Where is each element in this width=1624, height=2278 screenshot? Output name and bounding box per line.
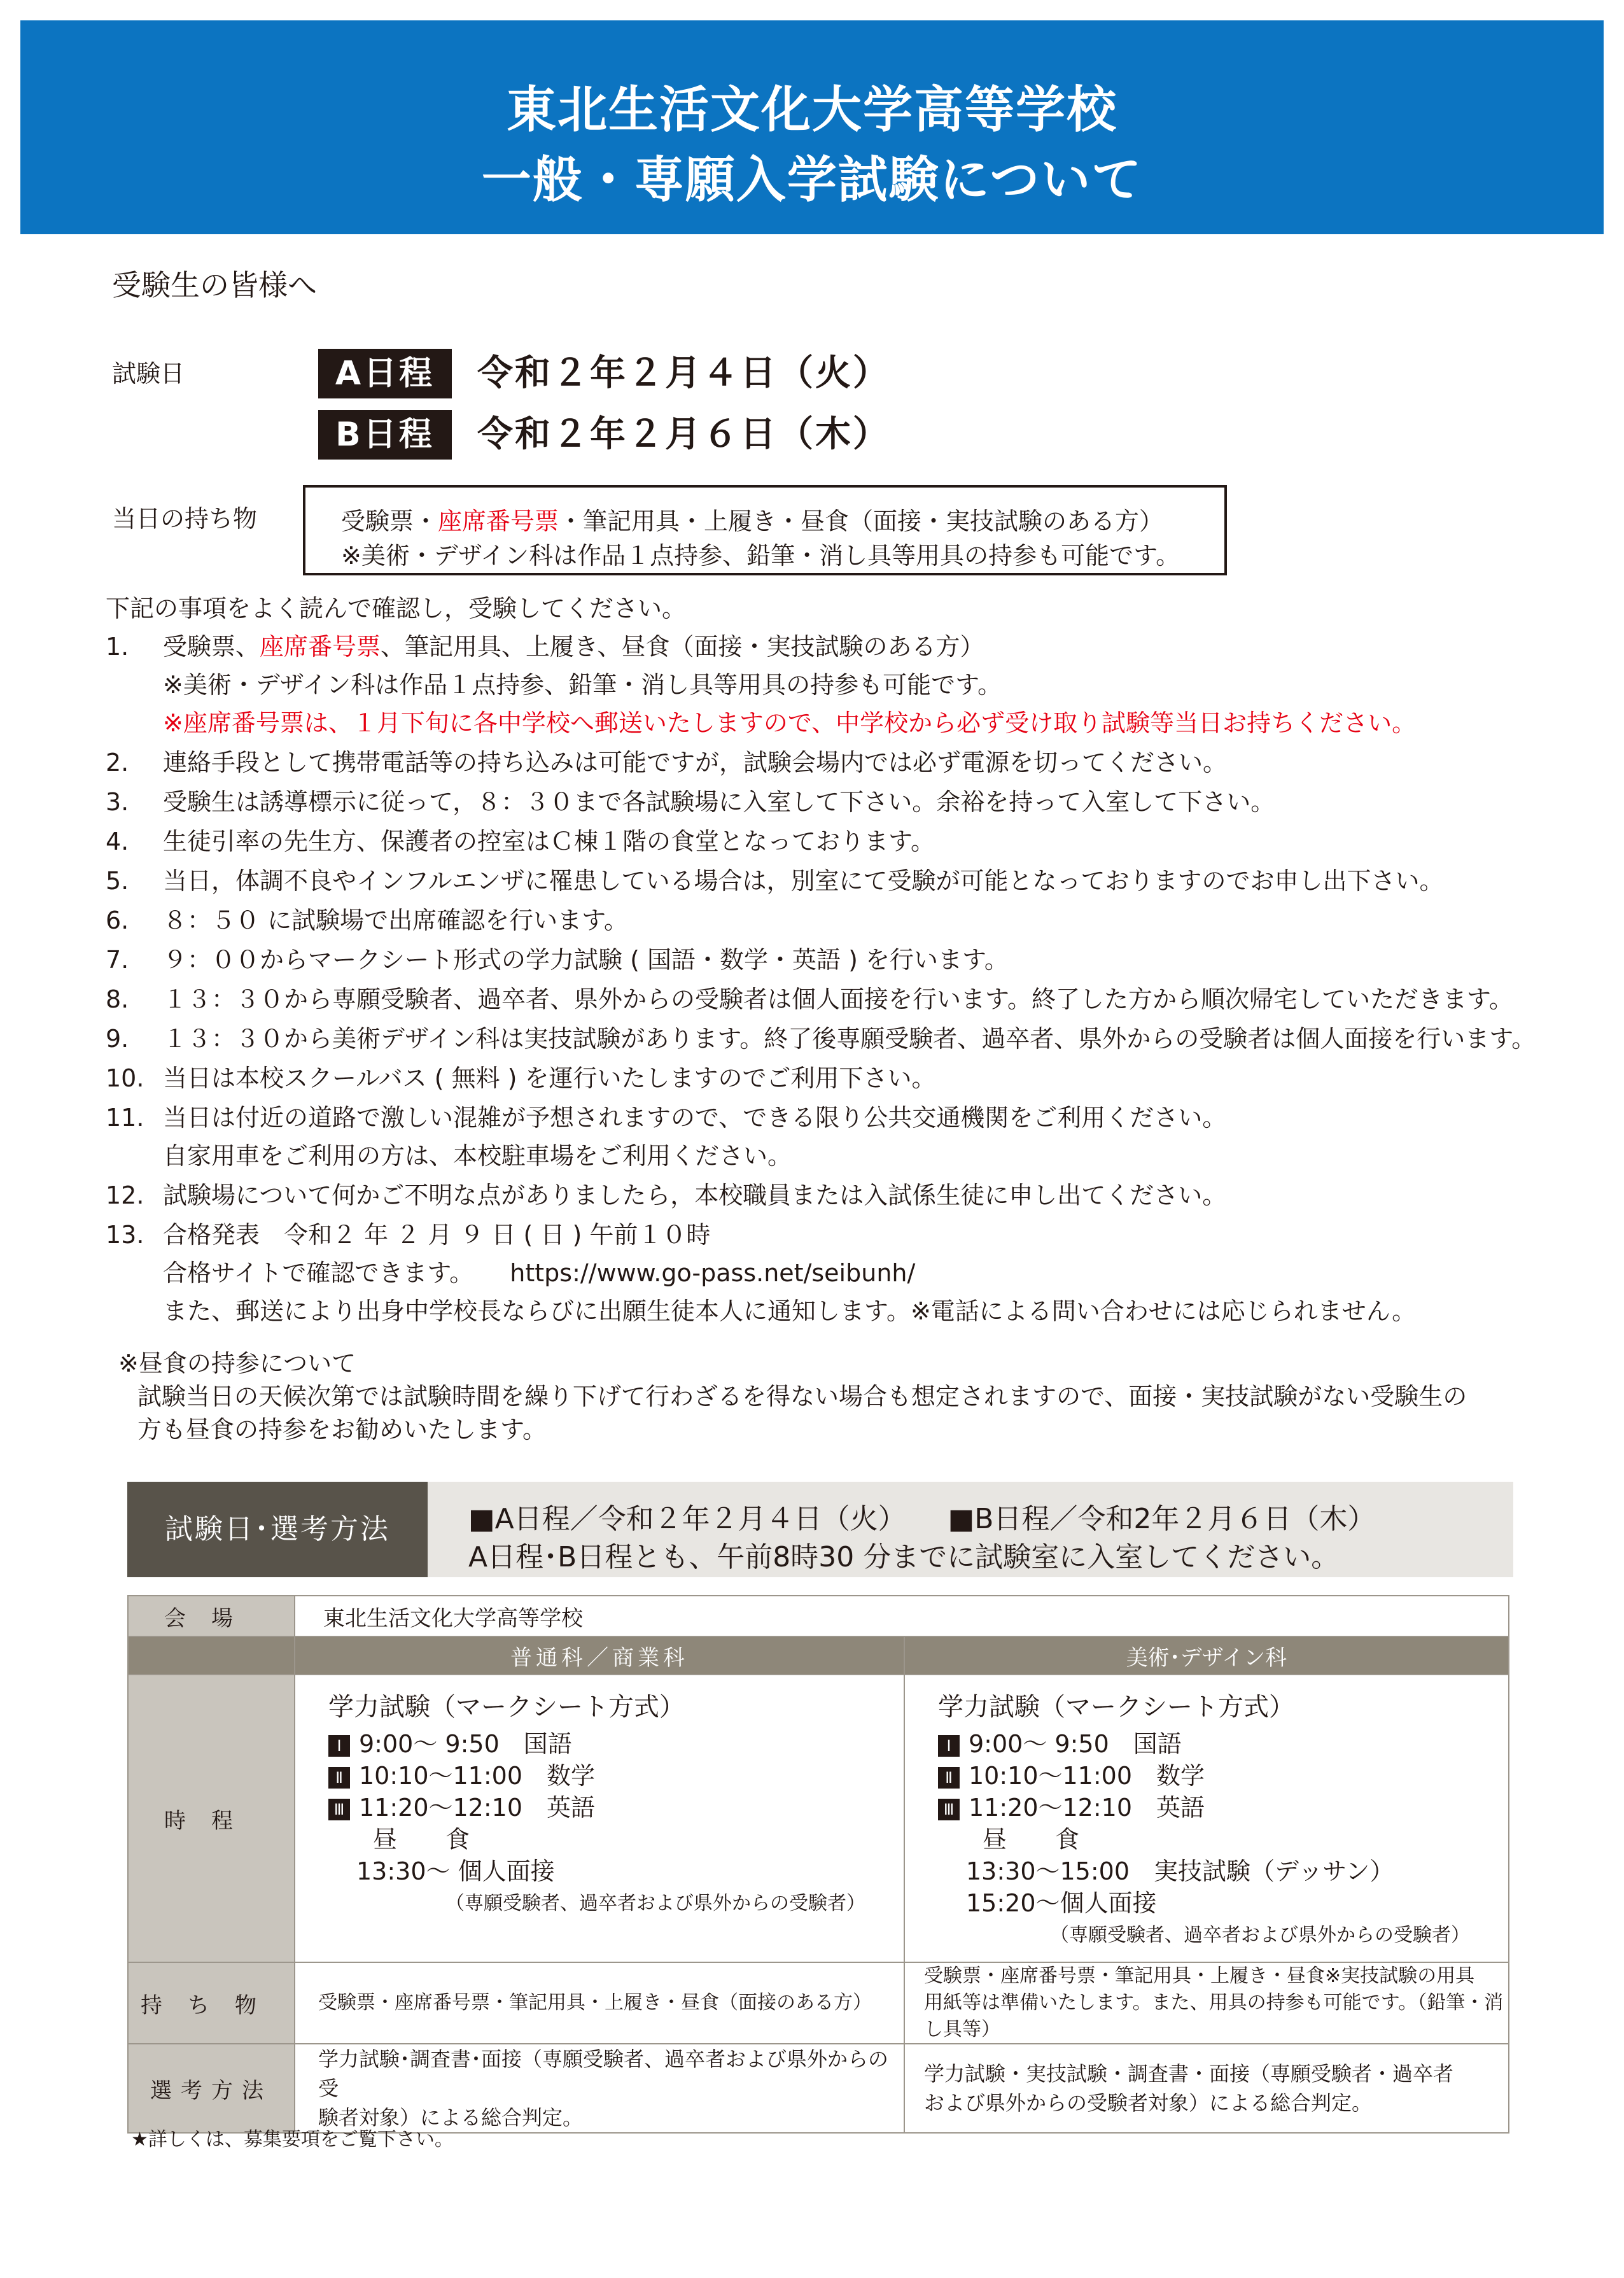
roman-icon: Ⅰ: [938, 1735, 960, 1757]
schedule-text: 10:10～11:00 数学: [359, 1762, 596, 1790]
method-label: 選考方法: [128, 2044, 295, 2133]
footnote: ★詳しくは、募集要項をご覧下さい。: [131, 2128, 454, 2151]
schedule-text: 9:00～ 9:50 国語: [969, 1730, 1182, 1758]
schedule-text: 11:20～12:10 英語: [359, 1794, 596, 1822]
roman-icon: Ⅱ: [328, 1767, 350, 1789]
item-text: 、筆記用具、上履き、昼食（面接・実技試験のある方）: [381, 633, 984, 661]
list-item: １３：３０から専願受験者、過卒者、県外からの受験者は個人面接を行います。終了した方から順次帰宅していただきます。: [163, 985, 1513, 1013]
schedule-b-tag: B日程: [318, 410, 452, 460]
list-item: 合格発表 令和２ 年 ２ 月 ９ 日 ( 日 ) 午前１０時: [163, 1221, 711, 1249]
exam-table: [127, 1595, 1509, 2134]
schedule-row: [938, 1792, 1489, 1824]
item-number: 3.: [106, 788, 129, 816]
item-number: 9.: [106, 1025, 129, 1053]
roman-icon: Ⅰ: [328, 1735, 350, 1757]
schedule-text: 10:10～11:00 数学: [969, 1762, 1205, 1790]
method-general: [295, 2044, 904, 2133]
items-general: 受験票・座席番号票・筆記用具・上履き・昼食（面接のある方）: [295, 1962, 904, 2044]
roman-icon: Ⅲ: [328, 1799, 350, 1820]
list-item: 当日は本校スクールバス ( 無料 ) を運行いたしますのでご利用下さい。: [163, 1064, 936, 1092]
method-line: 験者対象）による総合判定。: [318, 2106, 584, 2130]
schedule-practical: 13:30～15:00 実技試験（デッサン）: [966, 1857, 1394, 1885]
item-number: 2.: [106, 749, 129, 777]
schedule-note: （専願受験者、過卒者および県外からの受験者）: [445, 1892, 865, 1915]
lunch-note-line: 方も昼食の持参をお勧めいたします。: [137, 1416, 547, 1444]
list-item: ９：００からマークシート形式の学力試験 ( 国語・数学・英語 ) を行います。: [163, 946, 1009, 974]
schedule-row: [938, 1728, 1489, 1760]
band-tag: 試験日･選考方法: [127, 1482, 428, 1577]
item-number: 11.: [106, 1104, 144, 1132]
bring-box: [303, 485, 1227, 575]
col-general: 普通科／商業科: [295, 1636, 904, 1675]
item-number: 7.: [106, 946, 129, 974]
item-number: 5.: [106, 867, 129, 895]
schedule-art: [904, 1675, 1509, 1962]
list-item-cont: また、郵送により出身中学校長ならびに出願生徒本人に通知します。※電話による問い合わせには応じられません。: [163, 1297, 1417, 1325]
item-number: 10.: [106, 1064, 144, 1092]
lunch-note-line: 試験当日の天候次第では試験時間を繰り下げて行わざるを得ない場合も想定されますので、面接・実技試験がない受験生の: [137, 1382, 1467, 1410]
band-line-2: A日程･B日程とも、午前8時30 分までに試験室に入室してください。: [468, 1541, 1340, 1573]
schedule-row: [328, 1760, 885, 1792]
roman-icon: Ⅲ: [938, 1799, 960, 1820]
title-line-1: 東北生活文化大学高等学校: [506, 81, 1117, 139]
list-item-cont: 自家用車をご利用の方は、本校駐車場をご利用ください。: [163, 1142, 792, 1170]
lunch-note-title: ※昼食の持参について: [118, 1349, 356, 1377]
schedule-lunch: 昼 食: [983, 1825, 1080, 1853]
venue-label: 会場: [128, 1596, 295, 1636]
corner-cell: [128, 1636, 295, 1675]
list-item: 当日，体調不良やインフルエンザに罹患している場合は，別室にて受験が可能となっておりますのでお申し出下さい。: [163, 867, 1444, 895]
schedule-label: 時程: [128, 1675, 295, 1962]
list-item: 当日は付近の道路で激しい混雑が予想されますので、できる限り公共交通機関をご利用ください。: [163, 1104, 1227, 1132]
schedule-row: [938, 1760, 1489, 1792]
greeting: 受験生の皆様へ: [112, 268, 317, 302]
schedule-interview: 15:20～個人面接: [966, 1889, 1157, 1917]
item-number: 13.: [106, 1221, 144, 1249]
list-item: ８：５０ に試験場で出席確認を行います。: [163, 906, 629, 934]
item-number: 4.: [106, 827, 129, 855]
bring-text: 受験票・: [341, 507, 438, 535]
list-item: 受験生は誘導標示に従って，８：３０まで各試験場に入室して下さい。余裕を持って入室して下さい。: [163, 788, 1275, 816]
roman-icon: Ⅱ: [938, 1767, 960, 1789]
seat-ticket-highlight: 座席番号票: [260, 633, 381, 661]
schedule-band: [127, 1482, 1513, 1577]
item-number: 8.: [106, 985, 129, 1013]
title-banner: [20, 20, 1604, 234]
method-line: および県外からの受験者対象）による総合判定。: [924, 2091, 1373, 2115]
schedule-lunch: 昼 食: [373, 1825, 470, 1853]
title-line-2: 一般・専願入学試験について: [481, 151, 1143, 209]
list-item: １３：３０から美術デザイン科は実技試験があります。終了後専願受験者、過卒者、県外からの受験者は個人面接を行います。: [163, 1025, 1536, 1053]
items-label: 持ち物: [128, 1962, 295, 2044]
list-item: 試験場について何かご不明な点がありましたら，本校職員または入試係生徒に申し出てください。: [163, 1181, 1227, 1209]
band-line-1: ■A日程／令和２年２月４日（火） ■B日程／令和2年２月６日（木）: [468, 1503, 1376, 1535]
items-art-line: 受験票・座席番号票・筆記用具・上履き・昼食※実技試験の用具: [924, 1965, 1475, 1987]
bring-line-2: ※美術・デザイン科は作品１点持参、鉛筆・消し具等用具の持参も可能です。: [341, 542, 1180, 570]
schedule-general: [295, 1675, 904, 1962]
item-number: 6.: [106, 906, 129, 934]
list-item: [163, 628, 984, 666]
schedule-text: 9:00～ 9:50 国語: [359, 1730, 572, 1758]
schedule-title: 学力試験（マークシート方式）: [328, 1692, 685, 1722]
list-item-cont: ※美術・デザイン科は作品１点持参、鉛筆・消し具等用具の持参も可能です。: [163, 671, 1002, 699]
bring-line-1: [341, 502, 1163, 537]
schedule-row: [328, 1728, 885, 1760]
items-art-line: 用紙等は準備いたします。また、用具の持参も可能です。（鉛筆・消し具等）: [924, 1992, 1504, 2041]
venue-value: 東北生活文化大学高等学校: [295, 1596, 1509, 1636]
list-item: 生徒引率の先生方、保護者の控室はＣ棟１階の食堂となっております。: [163, 827, 935, 855]
list-item: 連絡手段として携帯電話等の持ち込みは可能ですが，試験会場内では必ず電源を切ってください。: [163, 749, 1228, 777]
items-art: [904, 1962, 1509, 2044]
schedule-a-date: 令和２年２月４日（火）: [477, 353, 890, 394]
item-number: 12.: [106, 1181, 144, 1209]
method-art: [904, 2044, 1509, 2133]
method-line: 学力試験･調査書･面接（専願受験者、過卒者および県外からの受: [318, 2047, 889, 2100]
bring-text: ・筆記用具・上履き・昼食（面接・実技試験のある方）: [559, 507, 1164, 535]
exam-date-label: 試験日: [112, 360, 185, 388]
schedule-note: （専願受験者、過卒者および県外からの受験者）: [1050, 1924, 1470, 1946]
bring-label: 当日の持ち物: [112, 505, 258, 533]
col-art: 美術･デザイン科: [904, 1636, 1509, 1675]
schedule-text: 11:20～12:10 英語: [969, 1794, 1205, 1822]
intro-text: 下記の事項をよく読んで確認し，受験してください。: [106, 594, 687, 622]
item-number: 1.: [106, 633, 129, 661]
seat-ticket-highlight: 座席番号票: [438, 507, 559, 535]
schedule-row: [328, 1792, 885, 1824]
schedule-b-date: 令和２年２月６日（木）: [477, 414, 890, 455]
schedule-a-tag: A日程: [318, 349, 452, 398]
item-text: 受験票、: [163, 633, 260, 661]
results-site: 合格サイトで確認できます。 https://www.go-pass.net/seibunh/: [163, 1259, 916, 1287]
schedule-interview: 13:30～ 個人面接: [356, 1857, 555, 1885]
schedule-title: 学力試験（マークシート方式）: [938, 1692, 1294, 1722]
seat-ticket-notice: ※座席番号票は、１月下旬に各中学校へ郵送いたしますので、中学校から必ず受け取り試験等当日お持ちください。: [163, 709, 1417, 737]
method-line: 学力試験・実技試験・調査書・面接（専願受験者・過卒者: [924, 2062, 1454, 2086]
